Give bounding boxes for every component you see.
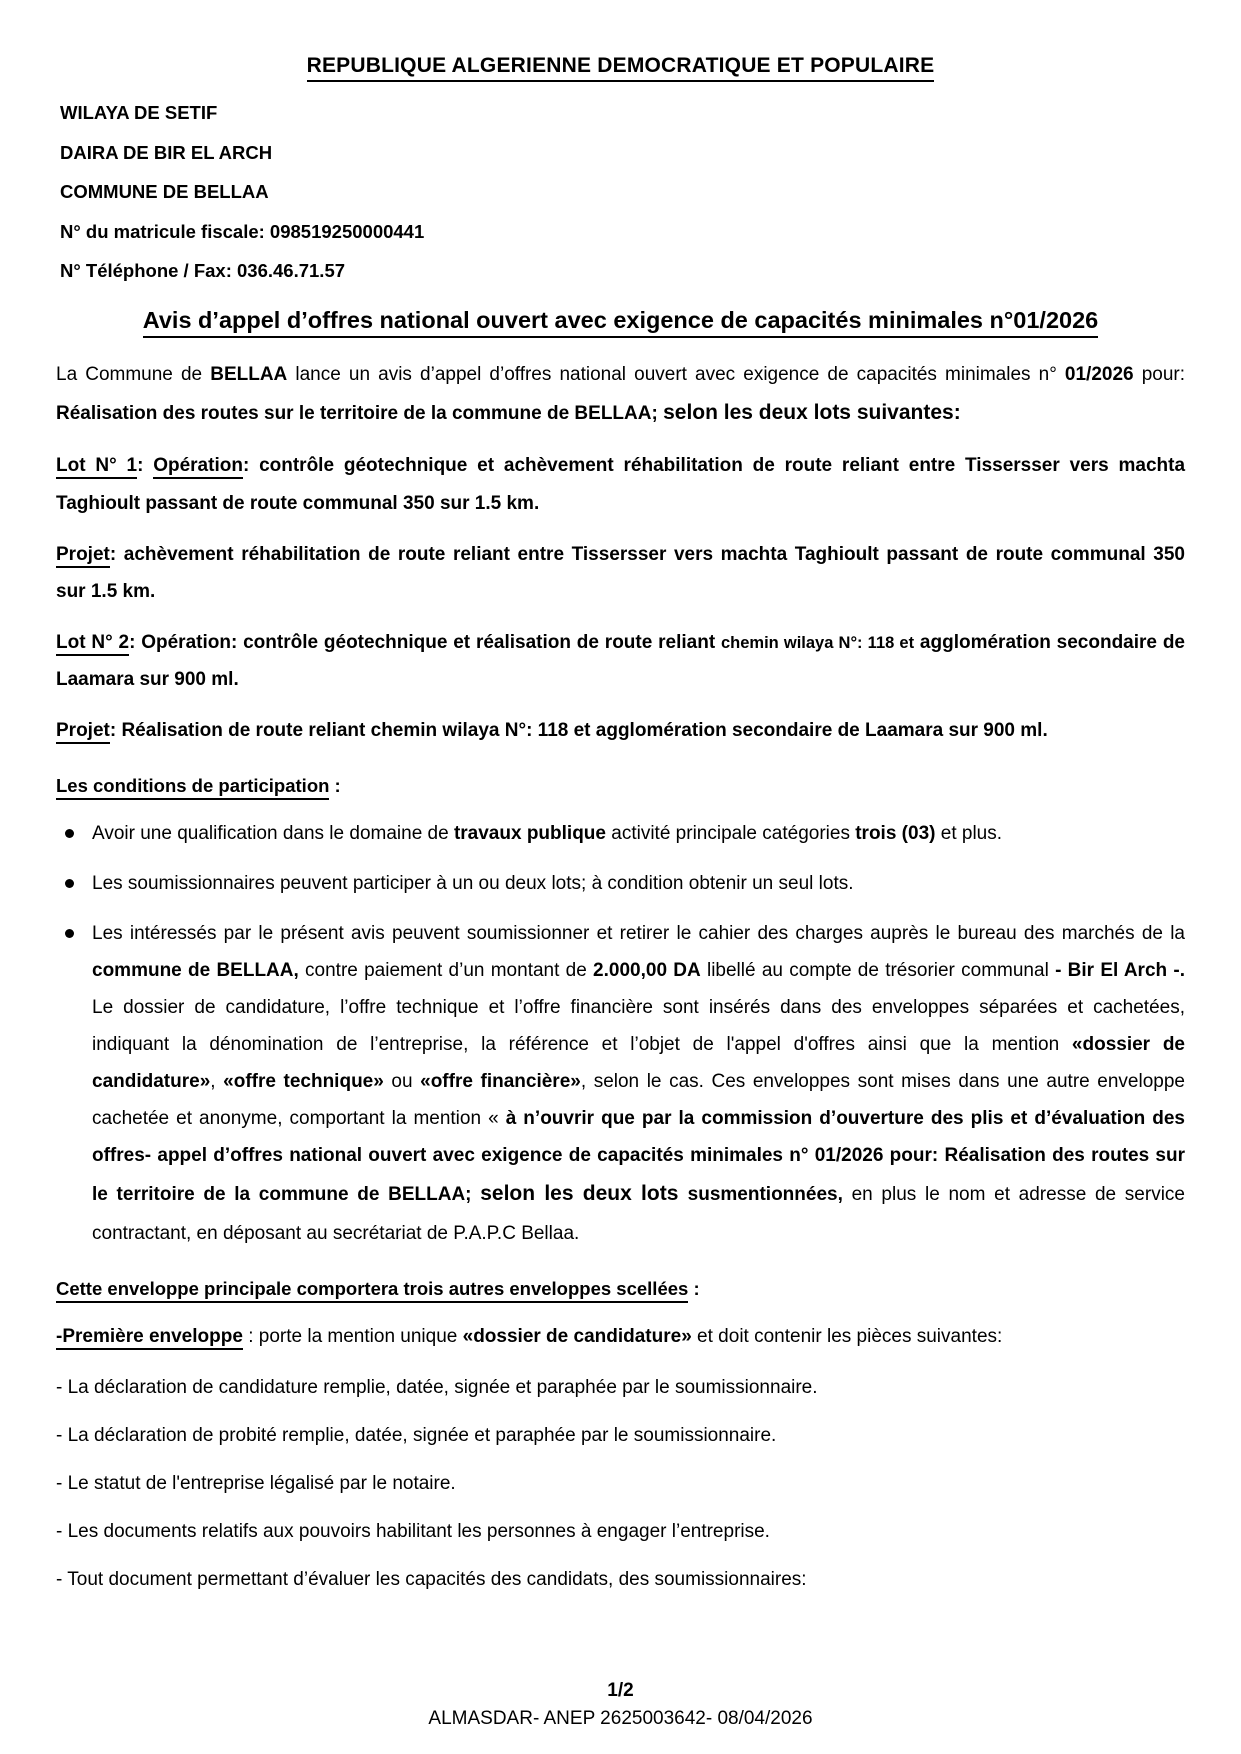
main-para-dossier-candidature: «dossier de candidature» bbox=[92, 1034, 1185, 1093]
lot2-operation-text: : Opération: contrôle géotechnique et réalisation de route reliant bbox=[129, 631, 721, 653]
commune-line: COMMUNE DE BELLAA bbox=[60, 181, 269, 202]
lot1-project-text: : achèvement réhabilitation de route reliant entre Tissersser vers machta Taghioult passant de route communal 350 sur 1.5 km. bbox=[56, 543, 1185, 602]
intro-commune-name: BELLAA bbox=[210, 363, 288, 385]
conditions-heading-text: Les conditions de participation bbox=[56, 775, 329, 800]
intro-text-1: La Commune de bbox=[56, 363, 211, 385]
condition-1-text-1: Avoir une qualification dans le domaine de bbox=[92, 822, 454, 844]
main-para-commune: commune de BELLAA, bbox=[92, 959, 299, 981]
required-document-item: - Le statut de l'entreprise légalisé par le notaire. bbox=[56, 1473, 456, 1495]
condition-item-3 bbox=[56, 915, 1185, 1252]
condition-1-bold-2: trois (03) bbox=[855, 822, 936, 844]
lot2-project-paragraph bbox=[56, 712, 1185, 749]
lot1-project-label: Projet bbox=[56, 544, 110, 568]
condition-1-text-3: et plus. bbox=[935, 822, 1003, 844]
lot1-project-paragraph bbox=[56, 536, 1185, 610]
lot1-operation-paragraph bbox=[56, 447, 1185, 521]
main-para-treasury: - Bir El Arch -. bbox=[1055, 959, 1185, 981]
premiere-enveloppe-paragraph bbox=[56, 1318, 1185, 1355]
republic-header-text: REPUBLIQUE ALGERIENNE DEMOCRATIQUE ET POPULAIRE bbox=[307, 54, 935, 82]
intro-object: Réalisation des routes sur le territoire de la commune de BELLAA; bbox=[56, 402, 664, 424]
matricule-fiscale-line: N° du matricule fiscale: 098519250000441 bbox=[60, 220, 425, 242]
lot2-operation-paragraph bbox=[56, 624, 1185, 698]
lot2-project-label: Projet bbox=[56, 720, 110, 744]
daira-line: DAIRA DE BIR EL ARCH bbox=[60, 141, 273, 163]
main-para-s3: contre paiement d’un montant de bbox=[298, 959, 594, 981]
premiere-enveloppe-mention: «dossier de candidature» bbox=[462, 1326, 692, 1348]
condition-item-2 bbox=[56, 865, 1185, 902]
notice-title-text: Avis d’appel d’offres national ouvert avec exigence de capacités minimales n°01/2026 bbox=[143, 307, 1098, 338]
main-para-s7: Le dossier de candidature, l’offre technique et l’offre financière sont insérés dans des enveloppes séparées et cachetées, indiquant la dénomination de l’entreprise, la référence et l’objet de l'appel d'offres ainsi que la mention bbox=[92, 997, 1185, 1056]
page-footer bbox=[0, 1680, 1241, 1730]
lot2-operation-rest: agglomération secondaire de Laamara sur 900 ml. bbox=[56, 631, 1185, 690]
required-document-item: - La déclaration de candidature remplie, datée, signée et paraphée par le soumissionnaire. bbox=[56, 1377, 818, 1399]
anep-reference: ALMASDAR- ANEP 2625003642- 08/04/2026 bbox=[428, 1708, 813, 1729]
premiere-enveloppe-text-1: : porte la mention unique bbox=[242, 1326, 463, 1348]
enveloppe-heading-suffix: : bbox=[688, 1278, 700, 1300]
condition-1-bold-1: travaux publique bbox=[453, 822, 606, 844]
conditions-list bbox=[56, 815, 1185, 1252]
condition-2-text-1: Les soumissionnaires peuvent participer à un ou deux lots; à condition obtenir un seul lots. bbox=[92, 872, 854, 894]
required-documents-list bbox=[56, 1369, 1185, 1598]
main-para-s11: ou bbox=[383, 1071, 421, 1093]
intro-lots-mention: selon les deux lots suivantes: bbox=[663, 400, 961, 424]
condition-item-1 bbox=[56, 815, 1185, 852]
required-document-item: - La déclaration de probité remplie, datée, signée et paraphée par le soumissionnaire. bbox=[56, 1425, 777, 1447]
main-para-s1: Les intéressés par le présent avis peuvent soumissionner et retirer le cahier des charges auprès le bureau des marchés de la bbox=[92, 922, 1185, 944]
main-para-s17: en plus le nom et adresse de service contractant, en déposant au secrétariat de P.A.P.C Bellaa. bbox=[92, 1184, 1185, 1245]
lot2-operation-small-text: chemin wilaya N°: 118 et bbox=[720, 633, 915, 652]
premiere-enveloppe-text-2: et doit contenir les pièces suivantes: bbox=[691, 1326, 1003, 1348]
intro-reference-number: 01/2026 bbox=[1064, 363, 1134, 385]
lot1-operation-label: Opération bbox=[153, 455, 243, 479]
main-para-s5: libellé au compte de trésorier communal bbox=[700, 959, 1056, 981]
lot1-operation-text: : contrôle géotechnique et achèvement réhabilitation de route reliant entre Tissersser vers machta Taghioult passant de route communal 350 sur 1.5 km. bbox=[56, 455, 1186, 514]
notice-title bbox=[56, 307, 1185, 334]
lot1-label: Lot N° 1 bbox=[56, 455, 137, 479]
lot2-label: Lot N° 2 bbox=[56, 632, 129, 656]
main-para-lots-mention: selon les deux lots bbox=[480, 1182, 688, 1206]
main-para-offre-technique: «offre technique» bbox=[223, 1071, 384, 1093]
conditions-heading bbox=[56, 775, 1185, 797]
main-para-s9: , bbox=[210, 1071, 224, 1093]
page-number: 1/2 bbox=[607, 1680, 634, 1701]
lot1-separator: : bbox=[137, 455, 154, 477]
required-document-item: - Les documents relatifs aux pouvoirs habilitant les personnes à engager l’entreprise. bbox=[56, 1521, 770, 1543]
main-para-offre-financiere: «offre financière» bbox=[420, 1071, 581, 1093]
intro-text-3: pour: bbox=[1133, 363, 1186, 385]
condition-1-text-2: activité principale catégories bbox=[605, 822, 856, 844]
conditions-heading-suffix: : bbox=[329, 774, 341, 796]
enveloppe-heading-text: Cette enveloppe principale comportera trois autres enveloppes scellées bbox=[56, 1278, 688, 1303]
main-para-mention: à n’ouvrir que par la commission d’ouverture des plis et d’évaluation des offres- appel d’offres national ouvert avec exigence de capacités minimales n° 01/2026 pour: Réalisation des routes sur le territoire de la commune de BELLAA; bbox=[92, 1108, 1185, 1206]
main-para-s13: , selon le cas. Ces enveloppes sont mises dans une autre enveloppe cachetée et anonyme, comportant la mention « bbox=[92, 1071, 1185, 1130]
issuer-identity-block bbox=[60, 104, 1185, 281]
intro-text-2: lance un avis d’appel d’offres national ouvert avec exigence de capacités minimales n° bbox=[287, 363, 1065, 385]
intro-paragraph bbox=[56, 356, 1185, 434]
document-body bbox=[56, 356, 1185, 1599]
telephone-fax-line: N° Téléphone / Fax: 036.46.71.57 bbox=[60, 260, 346, 281]
lot2-project-text: : Réalisation de route reliant chemin wilaya N°: 118 et agglomération secondaire de Laamara sur 900 ml. bbox=[109, 719, 1048, 741]
wilaya-line: WILAYA DE SETIF bbox=[60, 102, 218, 123]
enveloppe-section-heading bbox=[56, 1278, 1185, 1300]
republic-header bbox=[56, 54, 1185, 78]
required-document-item: - Tout document permettant d’évaluer les capacités des candidats, des soumissionnaires: bbox=[56, 1569, 807, 1591]
main-para-susmentionnees: susmentionnées, bbox=[687, 1184, 843, 1206]
main-para-amount: 2.000,00 DA bbox=[593, 959, 701, 981]
premiere-enveloppe-label: -Première enveloppe bbox=[56, 1326, 243, 1350]
